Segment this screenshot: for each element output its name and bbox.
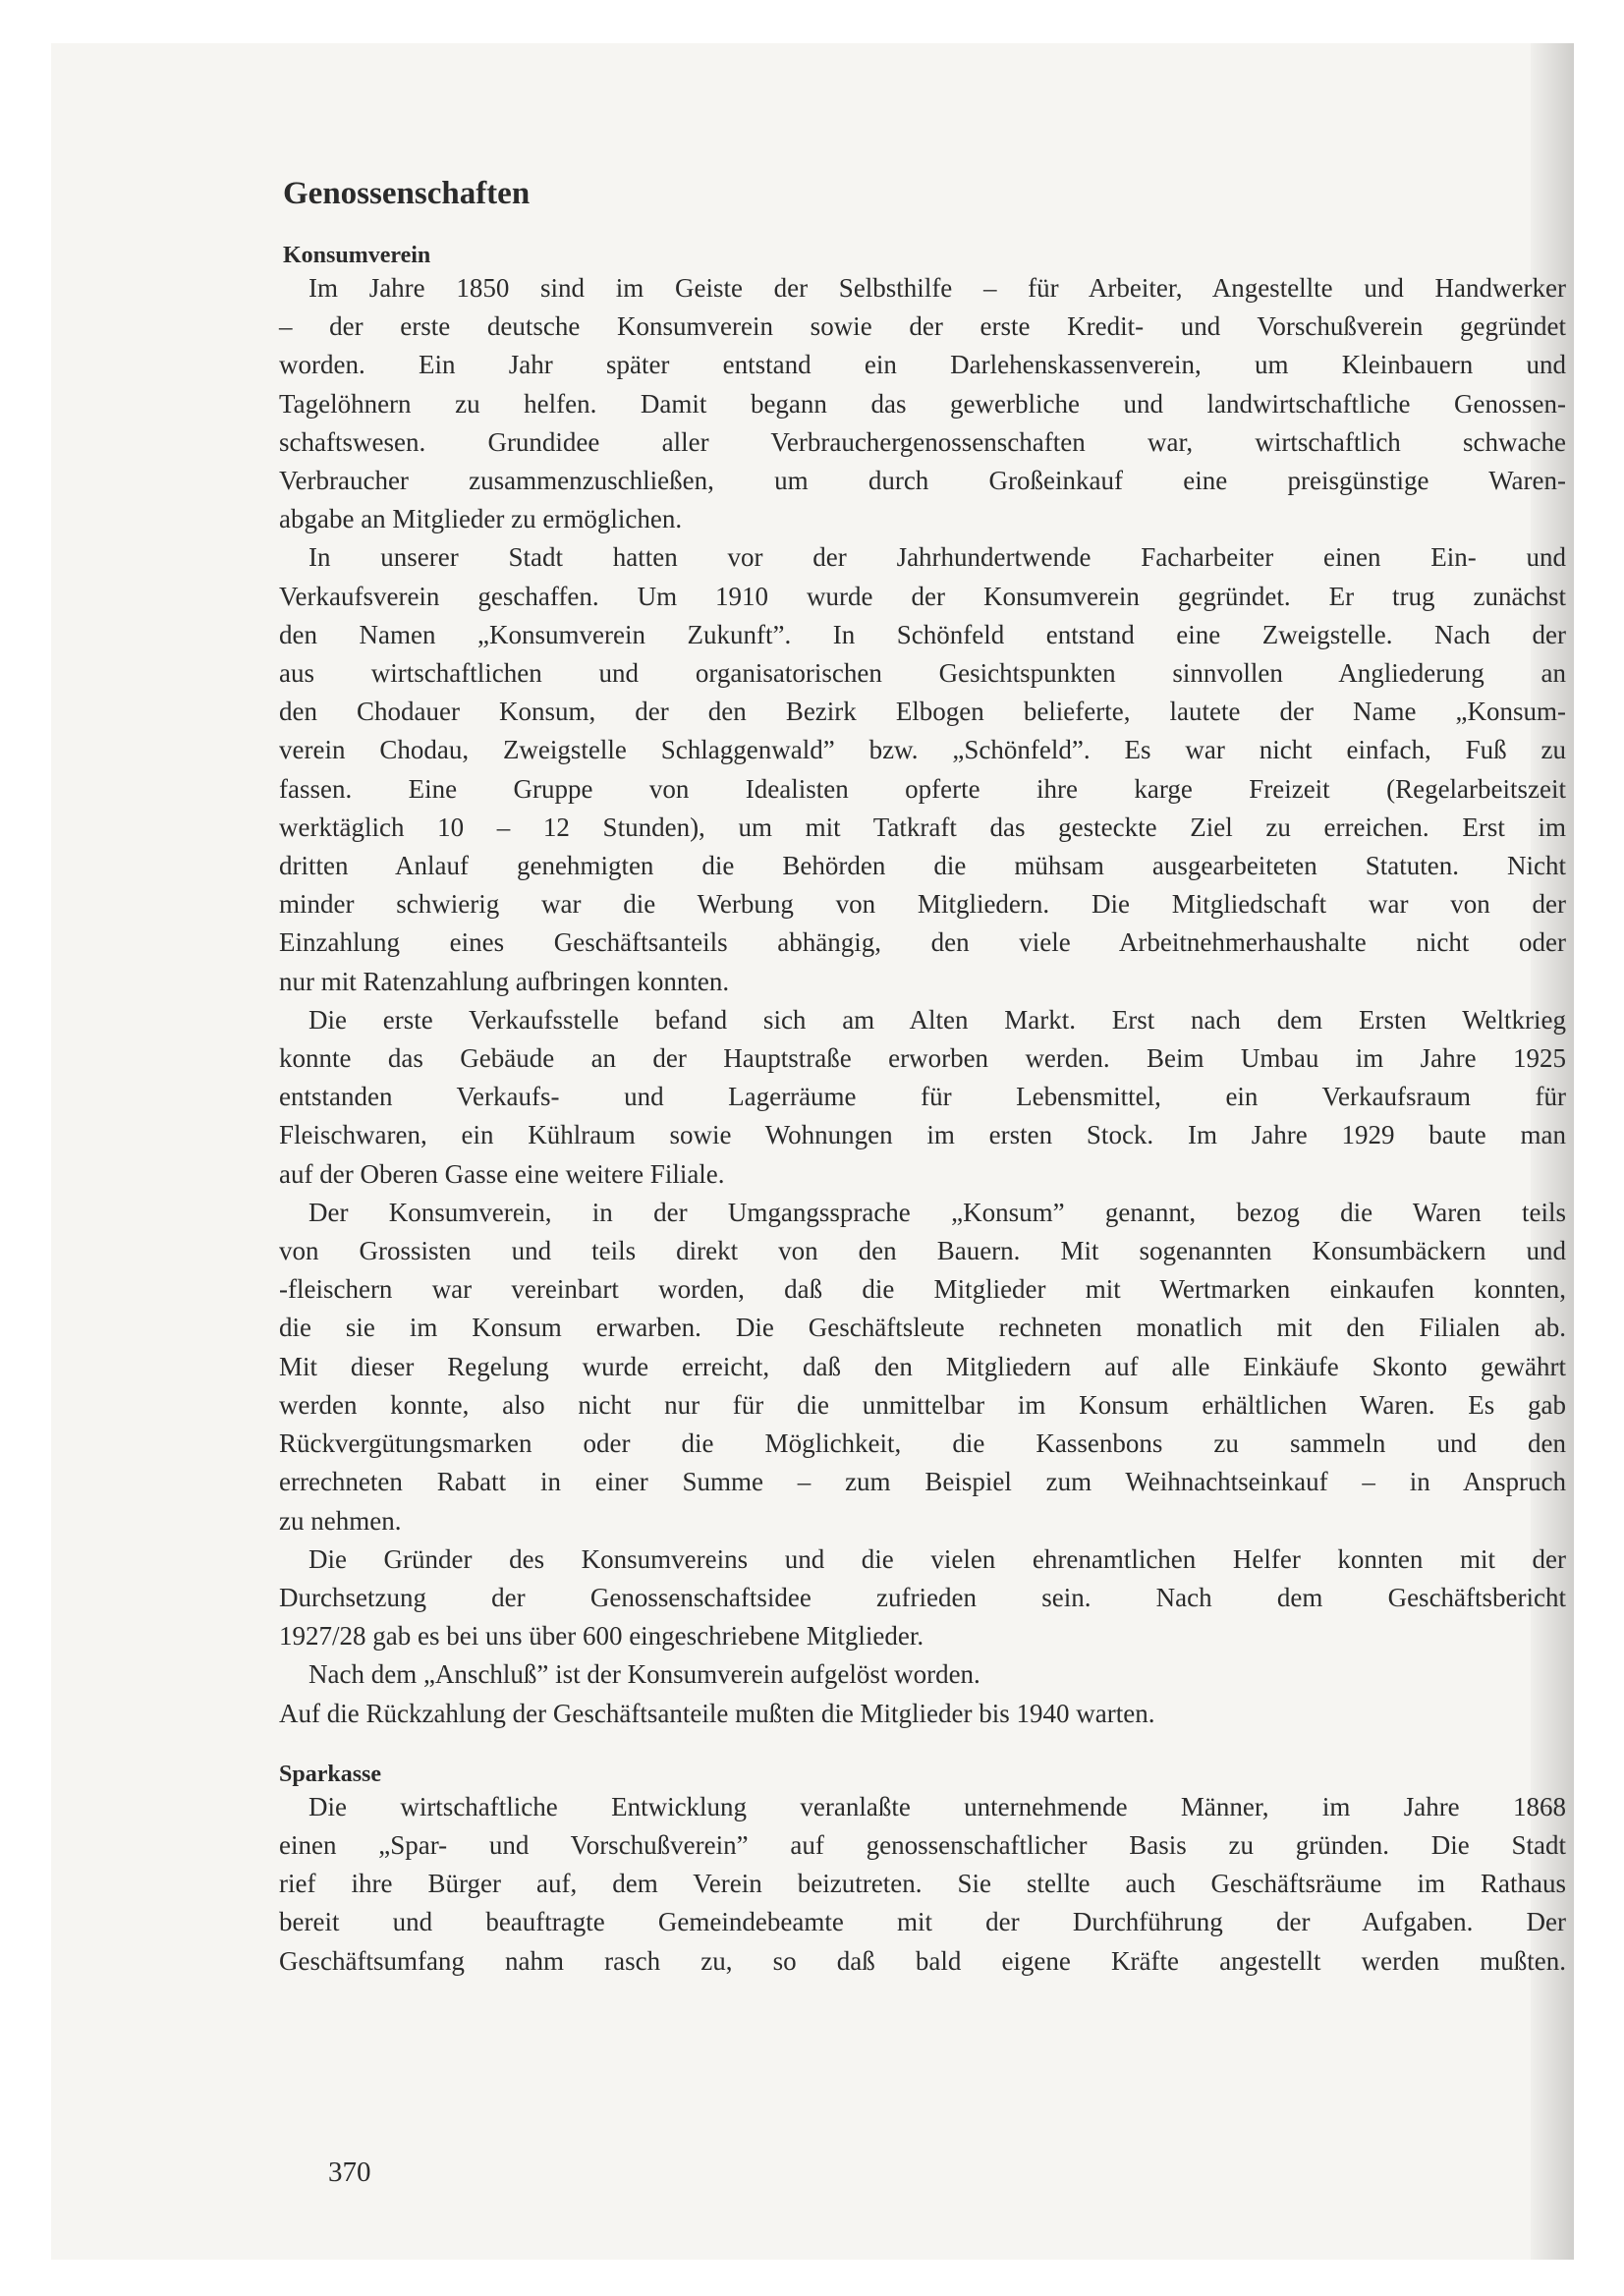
text-line: werden konnte, also nicht nur für die unmittelbar im Konsum erhältlichen Waren. Es gab xyxy=(279,1389,1566,1420)
text-line: – der erste deutsche Konsumverein sowie der erste Kredit- und Vorschußverein gegründet xyxy=(279,311,1566,342)
text-line: Durchsetzung der Genossenschaftsidee zufrieden sein. Nach dem Geschäftsbericht xyxy=(279,1582,1566,1612)
text-line: Nach dem „Anschluß” ist der Konsumverein aufgelöst worden. xyxy=(308,1659,980,1690)
section-heading-sparkasse: Sparkasse xyxy=(279,1761,382,1787)
text-line: werktäglich 10 – 12 Stunden), um mit Tatkraft das gesteckte Ziel zu erreichen. Erst im xyxy=(279,812,1566,842)
text-line: auf der Oberen Gasse eine weitere Filiale. xyxy=(279,1158,725,1189)
text-line: einen „Spar- und Vorschußverein” auf genossenschaftlicher Basis zu gründen. Die Stadt xyxy=(279,1829,1566,1860)
text-line: den Chodauer Konsum, der den Bezirk Elbogen belieferte, lautete der Name „Konsum- xyxy=(279,697,1566,727)
text-line: Tagelöhnern zu helfen. Damit begann das gewerbliche und landwirtschaftliche Genossen- xyxy=(279,388,1566,419)
text-line: aus wirtschaftlichen und organisatorischen Gesichtspunkten sinnvollen Angliederung an xyxy=(279,658,1566,689)
page-content xyxy=(279,175,1566,1981)
text-line: Die Gründer des Konsumvereins und die vielen ehrenamtlichen Helfer konnten mit der xyxy=(308,1543,1566,1574)
text-line: Fleischwaren, ein Kühlraum sowie Wohnungen im ersten Stock. Im Jahre 1929 baute man xyxy=(279,1120,1566,1150)
text-line: bereit und beauftragte Gemeindebeamte mit der Durchführung der Aufgaben. Der xyxy=(279,1907,1566,1937)
text-line: den Namen „Konsumverein Zukunft”. In Schönfeld entstand eine Zweigstelle. Nach der xyxy=(279,619,1566,649)
text-line: konnte das Gebäude an der Hauptstraße erworben werden. Beim Umbau im Jahre 1925 xyxy=(279,1043,1566,1074)
text-line: Einzahlung eines Geschäftsanteils abhängig, den viele Arbeitnehmerhaushalte nicht oder xyxy=(279,927,1566,958)
text-line: errechneten Rabatt in einer Summe – zum Beispiel zum Weihnachtseinkauf – in Anspruch xyxy=(279,1467,1566,1497)
section-body-konsumverein xyxy=(279,269,1566,1733)
text-line: entstanden Verkaufs- und Lagerräume für Lebensmittel, ein Verkaufsraum für xyxy=(279,1082,1566,1112)
text-line: Geschäftsumfang nahm rasch zu, so daß bald eigene Kräfte angestellt werden mußten. xyxy=(279,1945,1566,1976)
text-line: Mit dieser Regelung wurde erreicht, daß den Mitgliedern auf alle Einkäufe Skonto gewährt xyxy=(279,1351,1566,1381)
chapter-title: Genossenschaften xyxy=(283,176,531,211)
text-line: schaftswesen. Grundidee aller Verbrauchergenossenschaften war, wirtschaftlich schwache xyxy=(279,426,1566,457)
text-line: In unserer Stadt hatten vor der Jahrhundertwende Facharbeiter einen Ein- und xyxy=(308,542,1566,573)
text-line: verein Chodau, Zweigstelle Schlaggenwald” bzw. „Schönfeld”. Es war nicht einfach, Fuß zu xyxy=(279,735,1566,765)
text-line: worden. Ein Jahr später entstand ein Darlehenskassenverein, um Kleinbauern und xyxy=(279,350,1566,380)
text-line: 1927/28 gab es bei uns über 600 eingeschriebene Mitglieder. xyxy=(279,1621,924,1652)
page-number: 370 xyxy=(328,2156,371,2188)
text-line: Rückvergütungsmarken oder die Möglichkeit, die Kassenbons zu sammeln und den xyxy=(279,1428,1566,1459)
text-line: Die erste Verkaufsstelle befand sich am Alten Markt. Erst nach dem Ersten Weltkrieg xyxy=(308,1004,1566,1035)
text-line: Verbraucher zusammenzuschließen, um durch Großeinkauf eine preisgünstige Waren- xyxy=(279,466,1566,496)
text-line: fassen. Eine Gruppe von Idealisten opferte ihre karge Freizeit (Regelarbeitszeit xyxy=(279,773,1566,804)
text-line: Der Konsumverein, in der Umgangssprache „Konsum” genannt, bezog die Waren teils xyxy=(308,1197,1566,1227)
text-line: die sie im Konsum erwarben. Die Geschäftsleute rechneten monatlich mit den Filialen ab. xyxy=(279,1313,1566,1343)
text-line: rief ihre Bürger auf, dem Verein beizutreten. Sie stellte auch Geschäftsräume im Rathaus xyxy=(279,1869,1566,1899)
text-line: minder schwierig war die Werbung von Mitgliedern. Die Mitgliedschaft war von der xyxy=(279,889,1566,920)
text-line: Auf die Rückzahlung der Geschäftsanteile mußten die Mitglieder bis 1940 warten. xyxy=(279,1698,1155,1728)
text-line: von Grossisten und teils direkt von den Bauern. Mit sogenannten Konsumbäckern und xyxy=(279,1236,1566,1266)
text-line: nur mit Ratenzahlung aufbringen konnten. xyxy=(279,966,730,996)
text-line: -fleischern war vereinbart worden, daß die Mitglieder mit Wertmarken einkaufen konnten, xyxy=(279,1274,1566,1305)
text-line: Im Jahre 1850 sind im Geiste der Selbsthilfe – für Arbeiter, Angestellte und Handwerker xyxy=(308,273,1566,303)
section-heading-konsumverein: Konsumverein xyxy=(283,243,431,268)
text-line: dritten Anlauf genehmigten die Behörden die mühsam ausgearbeiteten Statuten. Nicht xyxy=(279,851,1566,881)
text-line: Verkaufsverein geschaffen. Um 1910 wurde der Konsumverein gegründet. Er trug zunächst xyxy=(279,581,1566,611)
text-line: Die wirtschaftliche Entwicklung veranlaßte unternehmende Männer, im Jahre 1868 xyxy=(308,1791,1566,1821)
text-line: abgabe an Mitglieder zu ermöglichen. xyxy=(279,504,683,534)
section-body-sparkasse xyxy=(279,1788,1566,1981)
text-line: zu nehmen. xyxy=(279,1505,402,1536)
book-page xyxy=(51,43,1574,2260)
